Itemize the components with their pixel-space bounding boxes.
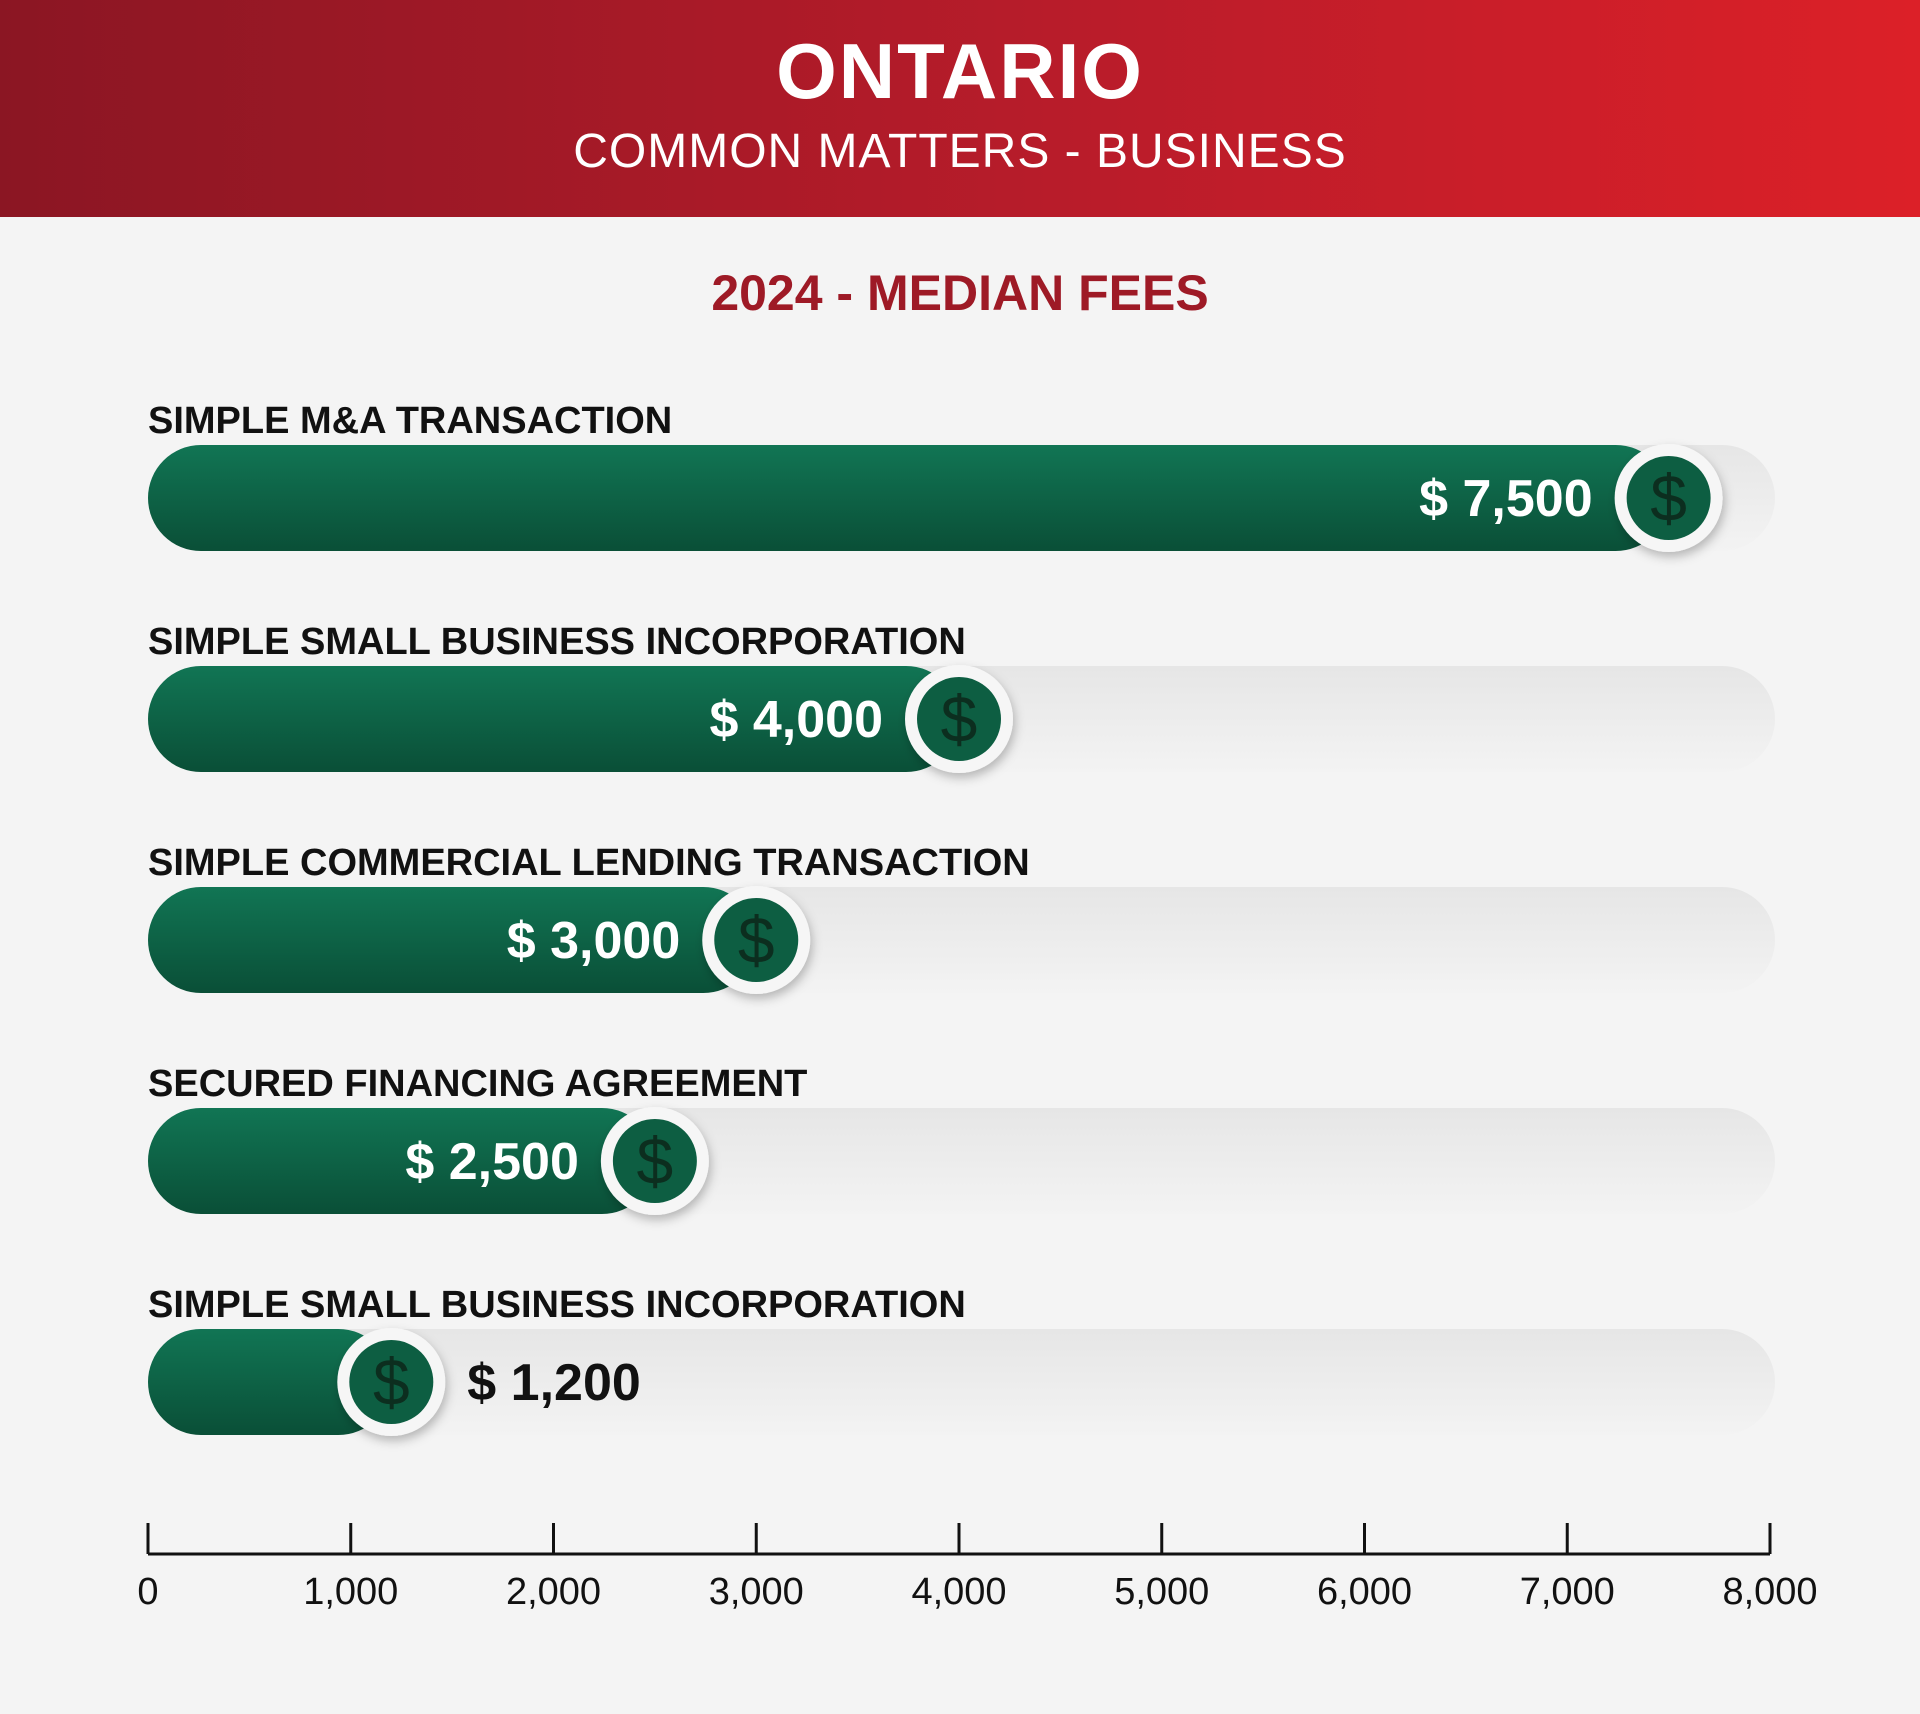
category-label: SIMPLE SMALL BUSINESS INCORPORATION bbox=[148, 1284, 966, 1326]
value-label: $ 2,500 bbox=[405, 1133, 579, 1191]
x-tick-label: 3,000 bbox=[708, 1571, 804, 1613]
x-tick-label: 1,000 bbox=[303, 1571, 399, 1613]
category-label: SIMPLE M&A TRANSACTION bbox=[148, 400, 673, 442]
value-label: $ 3,000 bbox=[506, 912, 681, 970]
dollar-icon: $ bbox=[372, 1345, 410, 1419]
dollar-icon: $ bbox=[1650, 461, 1687, 535]
bar-row bbox=[148, 400, 1775, 552]
category-label: SECURED FINANCING AGREEMENT bbox=[148, 1063, 808, 1105]
category-label: SIMPLE SMALL BUSINESS INCORPORATION bbox=[148, 621, 966, 663]
x-tick-label: 4,000 bbox=[911, 1571, 1007, 1613]
bar-row bbox=[148, 1063, 1775, 1215]
page-title: ONTARIO bbox=[776, 27, 1144, 115]
bar-row bbox=[148, 842, 1775, 994]
x-tick-label: 8,000 bbox=[1722, 1571, 1818, 1613]
chart-title: 2024 - MEDIAN FEES bbox=[711, 265, 1209, 321]
bar-row bbox=[148, 1284, 1775, 1436]
dollar-icon: $ bbox=[636, 1124, 674, 1198]
x-tick-label: 5,000 bbox=[1114, 1571, 1210, 1613]
page-subtitle: COMMON MATTERS - BUSINESS bbox=[573, 125, 1347, 178]
dollar-icon: $ bbox=[737, 903, 775, 977]
x-tick-label: 2,000 bbox=[505, 1571, 602, 1613]
value-label: $ 4,000 bbox=[709, 691, 883, 749]
value-label: $ 1,200 bbox=[467, 1354, 641, 1412]
x-tick-label: 0 bbox=[137, 1571, 159, 1613]
value-label: $ 7,500 bbox=[1419, 470, 1593, 528]
x-tick-label: 7,000 bbox=[1519, 1571, 1615, 1613]
x-tick-label: 6,000 bbox=[1316, 1571, 1413, 1613]
category-label: SIMPLE COMMERCIAL LENDING TRANSACTION bbox=[148, 842, 1030, 884]
bar-row bbox=[148, 621, 1775, 773]
dollar-icon: $ bbox=[940, 682, 978, 756]
